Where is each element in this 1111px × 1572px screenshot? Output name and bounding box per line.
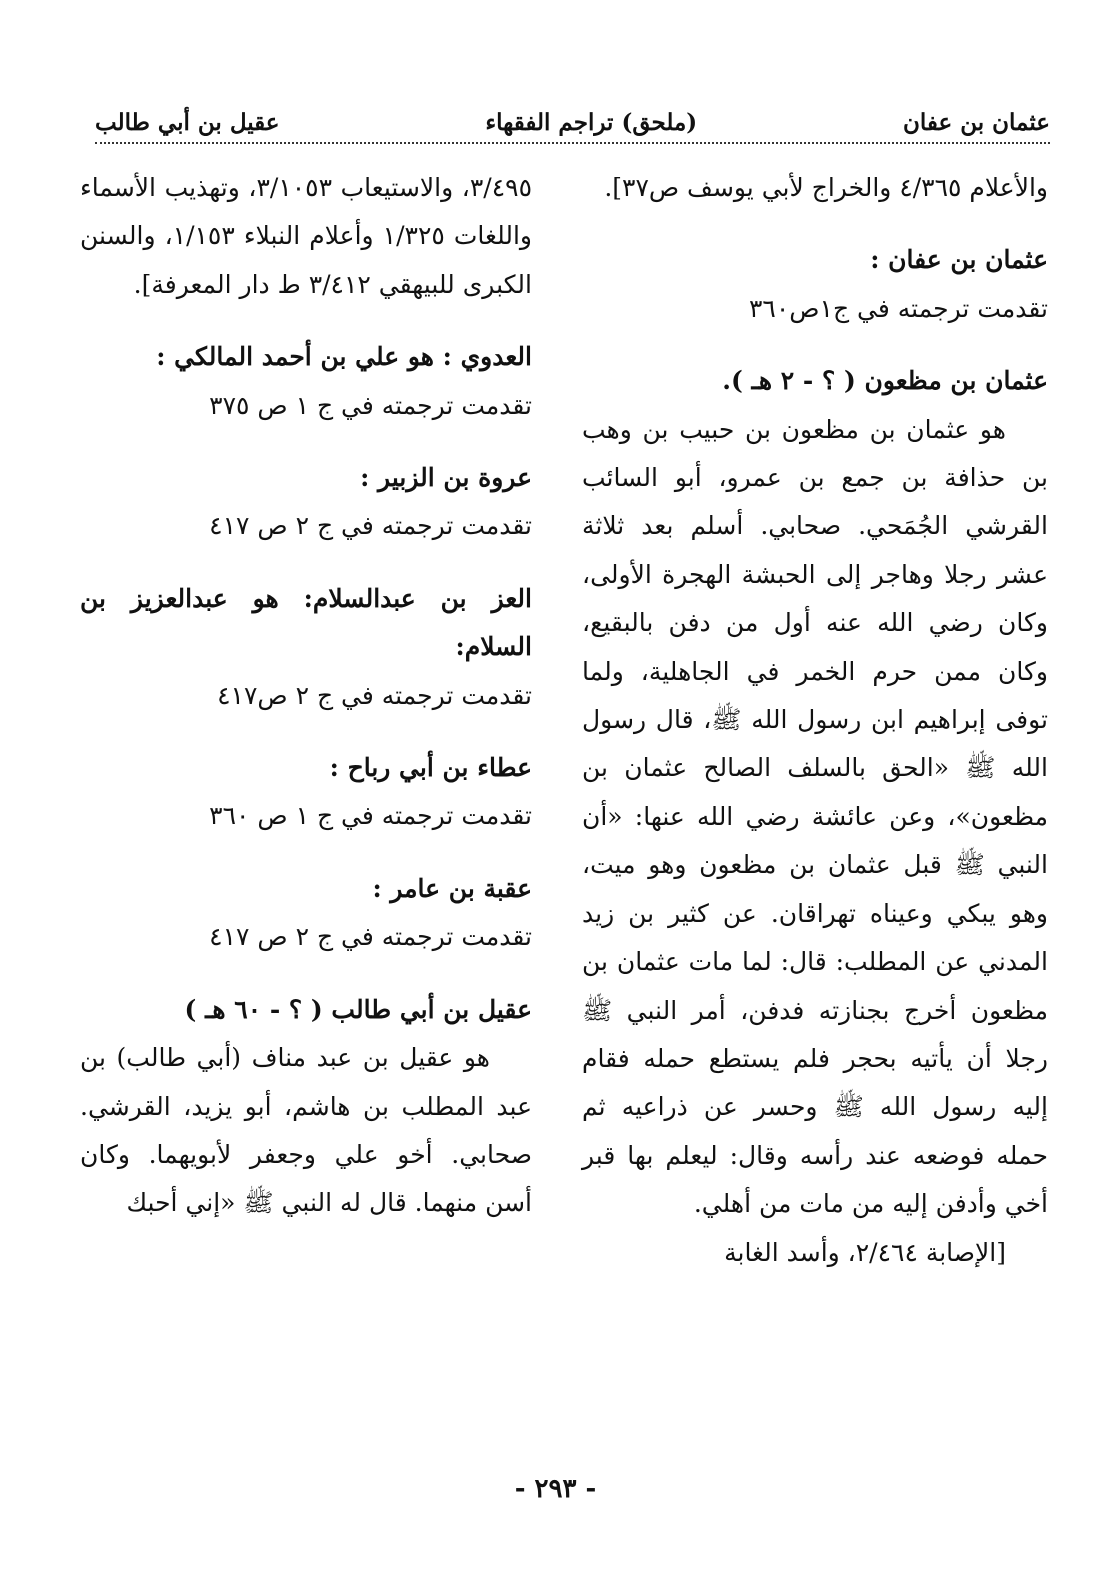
left-column [80, 164, 532, 1228]
running-header [95, 92, 1050, 144]
entry-refs-uthman-ibn-mazun: [الإصابة ٢/٤٦٤، وأسد الغابة [724, 1237, 1006, 1267]
entry-body-izz: تقدمت ترجمته في ج ٢ ص٤١٧ [217, 680, 532, 710]
continued-references: والأعلام ٤/٣٦٥ والخراج لأبي يوسف ص٣٧]. [604, 173, 1048, 202]
entry-title-uthman-ibn-affan: عثمان بن عفان : [870, 245, 1048, 275]
entry-body-aqil: هو عقيل بن عبد مناف (أبي طالب) بن عبد المطلب بن هاشم، أبو يزيد، القرشي. صحابي. أخو علي وجعفر لأبويهما. وكان أسن منهما. قال له النبي ﷺ «إني أحبك [80, 1043, 532, 1218]
page-number: - ٢٩٣ - [514, 1474, 597, 1504]
header-entry-right: عثمان بن عفان [902, 109, 1050, 136]
entry-body-ata: تقدمت ترجمته في ج ١ ص ٣٦٠ [209, 801, 532, 831]
entry-body-uthman-ibn-affan: تقدمت ترجمته في ج١ص٣٦٠ [748, 293, 1048, 323]
entry-title-aladawi: العدوي : هو علي بن أحمد المالكي : [156, 342, 532, 372]
entry-title-uqba: عقبة بن عامر : [372, 873, 532, 903]
entry-title-uthman-ibn-mazun: عثمان بن مظعون ( ؟ - ٢ هـ ). [722, 366, 1048, 396]
entry-body-aladawi: تقدمت ترجمته في ج ١ ص ٣٧٥ [209, 390, 532, 420]
header-book-title: (ملحق) تراجم الفقهاء [485, 109, 698, 136]
continued-references-left: ٣/٤٩٥، والاستيعاب ٣/١٠٥٣، وتهذيب الأسماء واللغات ١/٣٢٥ وأعلام النبلاء ١/١٥٣، والسنن الكبرى للبيهقي ٣/٤١٢ ط دار المعرفة]. [80, 173, 533, 299]
entry-title-urwa: عروة بن الزبير : [360, 463, 532, 493]
entry-body-urwa: تقدمت ترجمته في ج ٢ ص ٤١٧ [209, 511, 532, 541]
entry-body-uthman-ibn-mazun: هو عثمان بن مظعون بن حبيب بن وهب بن حذافة بن جمع بن عمرو، أبو السائب القرشي الجُمَحي. صحابي. أسلم بعد ثلاثة عشر رجلا وهاجر إلى الحبشة الهجرة الأولى، وكان رضي الله عنه أول من دفن بالبقيع، وكان ممن حرم الخمر في الجاهلية، ولما توفى إبراهيم ابن رسول الله ﷺ، قال رسول الله ﷺ «الحق بالسلف الصالح عثمان بن مظعون»، وعن عائشة رضي الله عنها: «أن النبي ﷺ قبل عثمان بن مظعون وهو ميت، وهو يبكي وعيناه تهراقان. عن كثير بن زيد المدني عن المطلب: قال: لما مات عثمان بن مظعون أخرج بجنازته فدفن، أمر النبي ﷺ رجلا أن يأتيه بحجر فلم يستطع حمله فقام إليه رسول الله ﷺ وحسر عن ذراعيه ثم حمله فوضعه عند رأسه وقال: ليعلم بها قبر أخي وأدفن إليه من مات من أهلي. [582, 414, 1049, 1219]
entry-title-izz: العز بن عبدالسلام: هو عبدالعزيز بن السلام: [80, 583, 532, 662]
right-column [582, 164, 1048, 1277]
entry-title-ata: عطاء بن أبي رباح : [329, 753, 532, 783]
header-entry-left: عقيل بن أبي طالب [95, 109, 280, 136]
entry-title-aqil: عقيل بن أبي طالب ( ؟ - ٦٠ هـ ) [184, 994, 532, 1024]
entry-body-uqba: تقدمت ترجمته في ج ٢ ص ٤١٧ [209, 922, 532, 952]
